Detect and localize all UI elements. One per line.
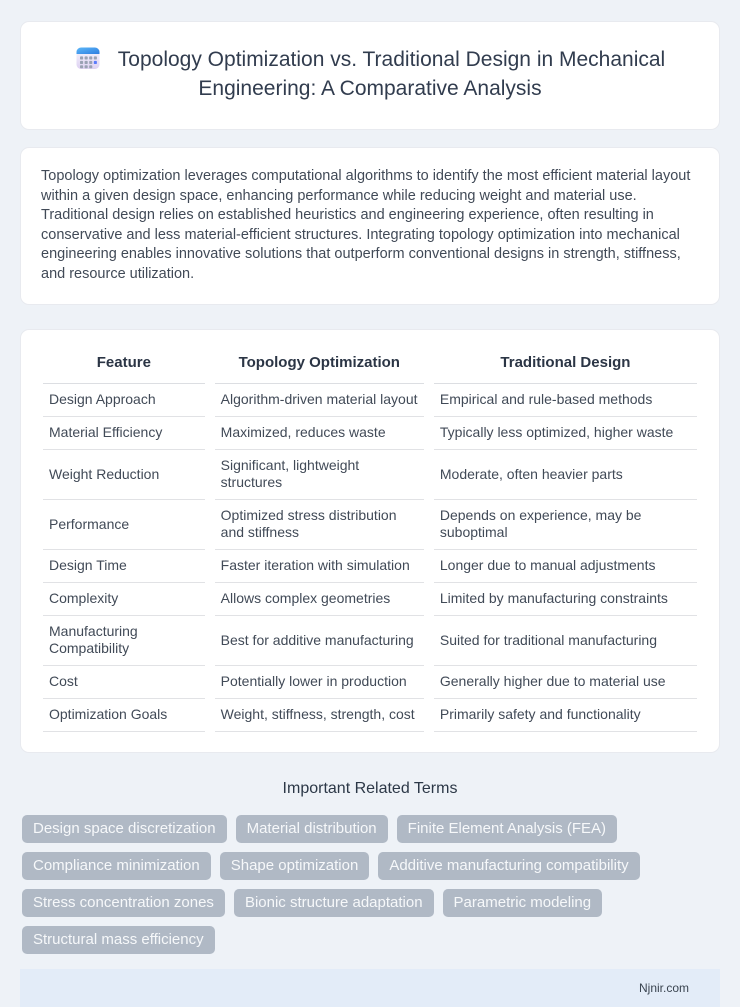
footer-site-link[interactable]: Njnir.com [638, 981, 689, 995]
traditional-cell: Primarily safety and functionality [434, 699, 697, 732]
traditional-cell: Longer due to manual adjustments [434, 550, 697, 583]
term-chip[interactable]: Bionic structure adaptation [234, 889, 434, 917]
related-terms-chips [20, 815, 720, 954]
term-chip[interactable]: Shape optimization [220, 852, 370, 880]
topology-cell: Algorithm-driven material layout [215, 384, 424, 417]
table-row [43, 616, 697, 666]
term-chip[interactable]: Structural mass efficiency [22, 926, 215, 954]
feature-cell: Cost [43, 666, 205, 699]
term-chip[interactable]: Parametric modeling [443, 889, 603, 917]
term-chip[interactable]: Stress concentration zones [22, 889, 225, 917]
table-row [43, 417, 697, 450]
term-chip[interactable]: Material distribution [236, 815, 388, 843]
summary-paragraph: Topology optimization leverages computational algorithms to identify the most efficient material layout within a given design space, enhancing performance while reducing weight and material use. Traditional design relies on established heuristics and engineering experience, often resulting in conservative and less material-efficient structures. Integrating topology optimization into mechanical engineering enables innovative solutions that outperform conventional designs in strength, stiffness, and resource utilization. [41, 168, 691, 282]
topology-cell: Allows complex geometries [215, 583, 424, 616]
feature-cell: Performance [43, 500, 205, 550]
traditional-cell: Suited for traditional manufacturing [434, 616, 697, 666]
table-row [43, 500, 697, 550]
comparison-table-card [20, 329, 720, 753]
feature-cell: Design Time [43, 550, 205, 583]
feature-cell: Complexity [43, 583, 205, 616]
topology-cell: Faster iteration with simulation [215, 550, 424, 583]
term-chip[interactable]: Finite Element Analysis (FEA) [397, 815, 617, 843]
table-row [43, 450, 697, 500]
table-row [43, 583, 697, 616]
table-row [43, 666, 697, 699]
feature-cell: Material Efficiency [43, 417, 205, 450]
comparison-table [33, 350, 707, 732]
table-row [43, 384, 697, 417]
page-title-text: Topology Optimization vs. Traditional Design in Mechanical Engineering: A Comparative Analysis [117, 48, 666, 100]
traditional-cell: Generally higher due to material use [434, 666, 697, 699]
topology-cell: Significant, lightweight structures [215, 450, 424, 500]
feature-cell: Optimization Goals [43, 699, 205, 732]
related-terms-heading: Important Related Terms [282, 780, 458, 797]
topology-cell: Potentially lower in production [215, 666, 424, 699]
term-chip[interactable]: Additive manufacturing compatibility [378, 852, 639, 880]
summary-card [20, 147, 720, 305]
footer-bar [20, 969, 720, 1007]
topology-cell: Best for additive manufacturing [215, 616, 424, 666]
topology-cell: Maximized, reduces waste [215, 417, 424, 450]
column-header-feature: Feature [43, 350, 205, 384]
topology-cell: Weight, stiffness, strength, cost [215, 699, 424, 732]
title-card [20, 21, 720, 130]
page-title [70, 45, 670, 103]
traditional-cell: Limited by manufacturing constraints [434, 583, 697, 616]
feature-cell: Design Approach [43, 384, 205, 417]
feature-cell: Weight Reduction [43, 450, 205, 500]
table-header-row [43, 350, 697, 384]
table-row [43, 699, 697, 732]
traditional-cell: Moderate, often heavier parts [434, 450, 697, 500]
table-row [43, 550, 697, 583]
calculator-icon [75, 45, 101, 71]
term-chip[interactable]: Design space discretization [22, 815, 227, 843]
feature-cell: Manufacturing Compatibility [43, 616, 205, 666]
column-header-topology: Topology Optimization [215, 350, 424, 384]
traditional-cell: Depends on experience, may be suboptimal [434, 500, 697, 550]
column-header-traditional: Traditional Design [434, 350, 697, 384]
traditional-cell: Typically less optimized, higher waste [434, 417, 697, 450]
term-chip[interactable]: Compliance minimization [22, 852, 211, 880]
traditional-cell: Empirical and rule-based methods [434, 384, 697, 417]
topology-cell: Optimized stress distribution and stiffness [215, 500, 424, 550]
